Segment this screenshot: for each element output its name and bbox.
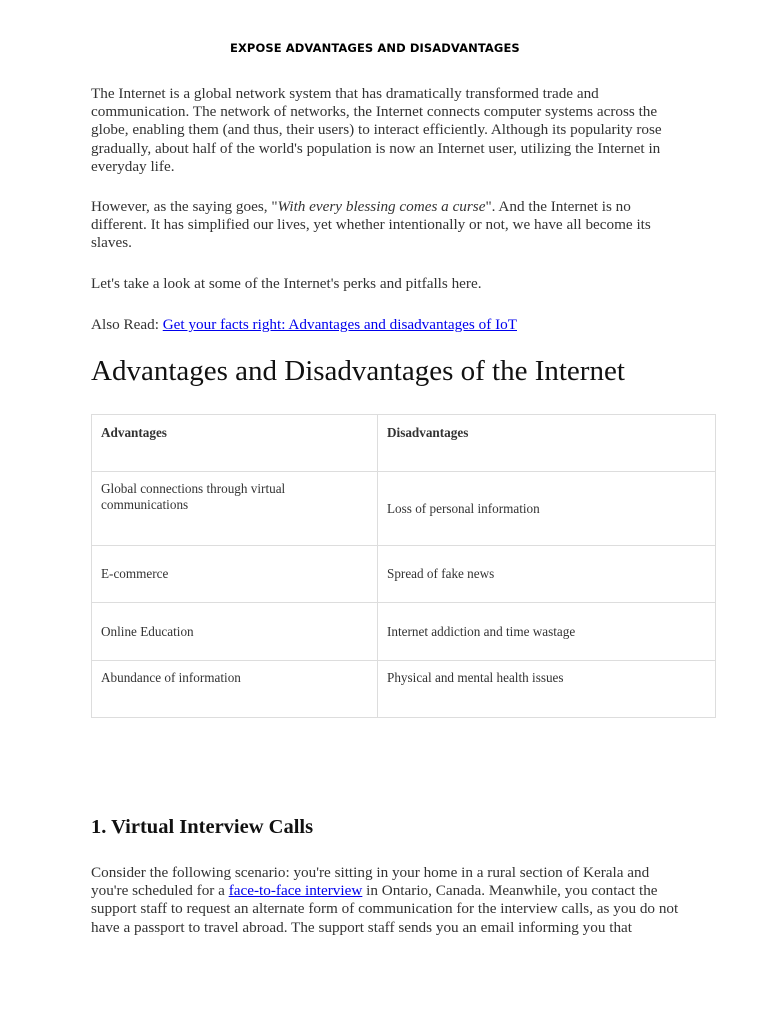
table-header-row	[92, 415, 716, 472]
main-heading: Advantages and Disadvantages of the Internet	[91, 355, 625, 387]
table-header-advantages: Advantages	[92, 415, 378, 472]
table-row	[92, 603, 716, 661]
table-cell-advantage: Global connections through virtual communications	[92, 472, 378, 546]
quote-text: With every blessing comes a curse	[277, 198, 486, 215]
intro-paragraph-2	[91, 198, 681, 253]
also-read-label: Also Read:	[91, 316, 163, 333]
intro-paragraph-3: Let's take a look at some of the Internet's perks and pitfalls here.	[91, 275, 482, 292]
table-cell-advantage: Abundance of information	[92, 661, 378, 718]
interview-link[interactable]: face-to-face interview	[228, 882, 363, 900]
table-row	[92, 472, 716, 546]
section-text-lead: Consider the following scenario: you're sitting in your home in a rural section of Kerala and you're scheduled for a	[91, 864, 650, 900]
section-heading: 1. Virtual Interview Calls	[91, 816, 314, 838]
also-read-link[interactable]: Get your facts right: Advantages and disadvantages of IoT	[162, 316, 517, 333]
section-text-trail: in Ontario, Canada. Meanwhile, you contact the support staff to request an alternate form of communication for the interview calls, as you do not have a passport to travel abroad. The support staff sends you an email informing you that	[91, 882, 679, 936]
table-cell-disadvantage: Internet addiction and time wastage	[378, 603, 716, 661]
table-row	[92, 661, 716, 718]
table-cell-advantage: Online Education	[92, 603, 378, 661]
section-paragraph	[91, 864, 681, 937]
quote-trail-text: ". And the Internet is no different. It has simplified our lives, yet whether intentionally or not, we have all become its slaves.	[91, 198, 651, 252]
intro-paragraph-1: The Internet is a global network system that has dramatically transformed trade and communication. The network of networks, the Internet connects computer systems across the globe, enabling them (and thus, their users) to interact efficiently. Although its popularity rose gradually, about half of the world's population is now an Internet user, utilizing the Internet in everyday life.	[91, 85, 662, 175]
table-cell-disadvantage: Spread of fake news	[378, 546, 716, 603]
table-row	[92, 546, 716, 603]
also-read-line	[91, 316, 681, 334]
quote-lead-text: However, as the saying goes, "	[91, 198, 278, 215]
table-cell-disadvantage: Loss of personal information	[378, 472, 716, 546]
table-cell-disadvantage: Physical and mental health issues	[378, 661, 716, 718]
document-title: EXPOSE ADVANTAGES AND DISADVANTAGES	[230, 41, 520, 55]
table-cell-advantage: E-commerce	[92, 546, 378, 603]
table-header-disadvantages: Disadvantages	[378, 415, 716, 472]
advantages-table	[91, 414, 716, 718]
